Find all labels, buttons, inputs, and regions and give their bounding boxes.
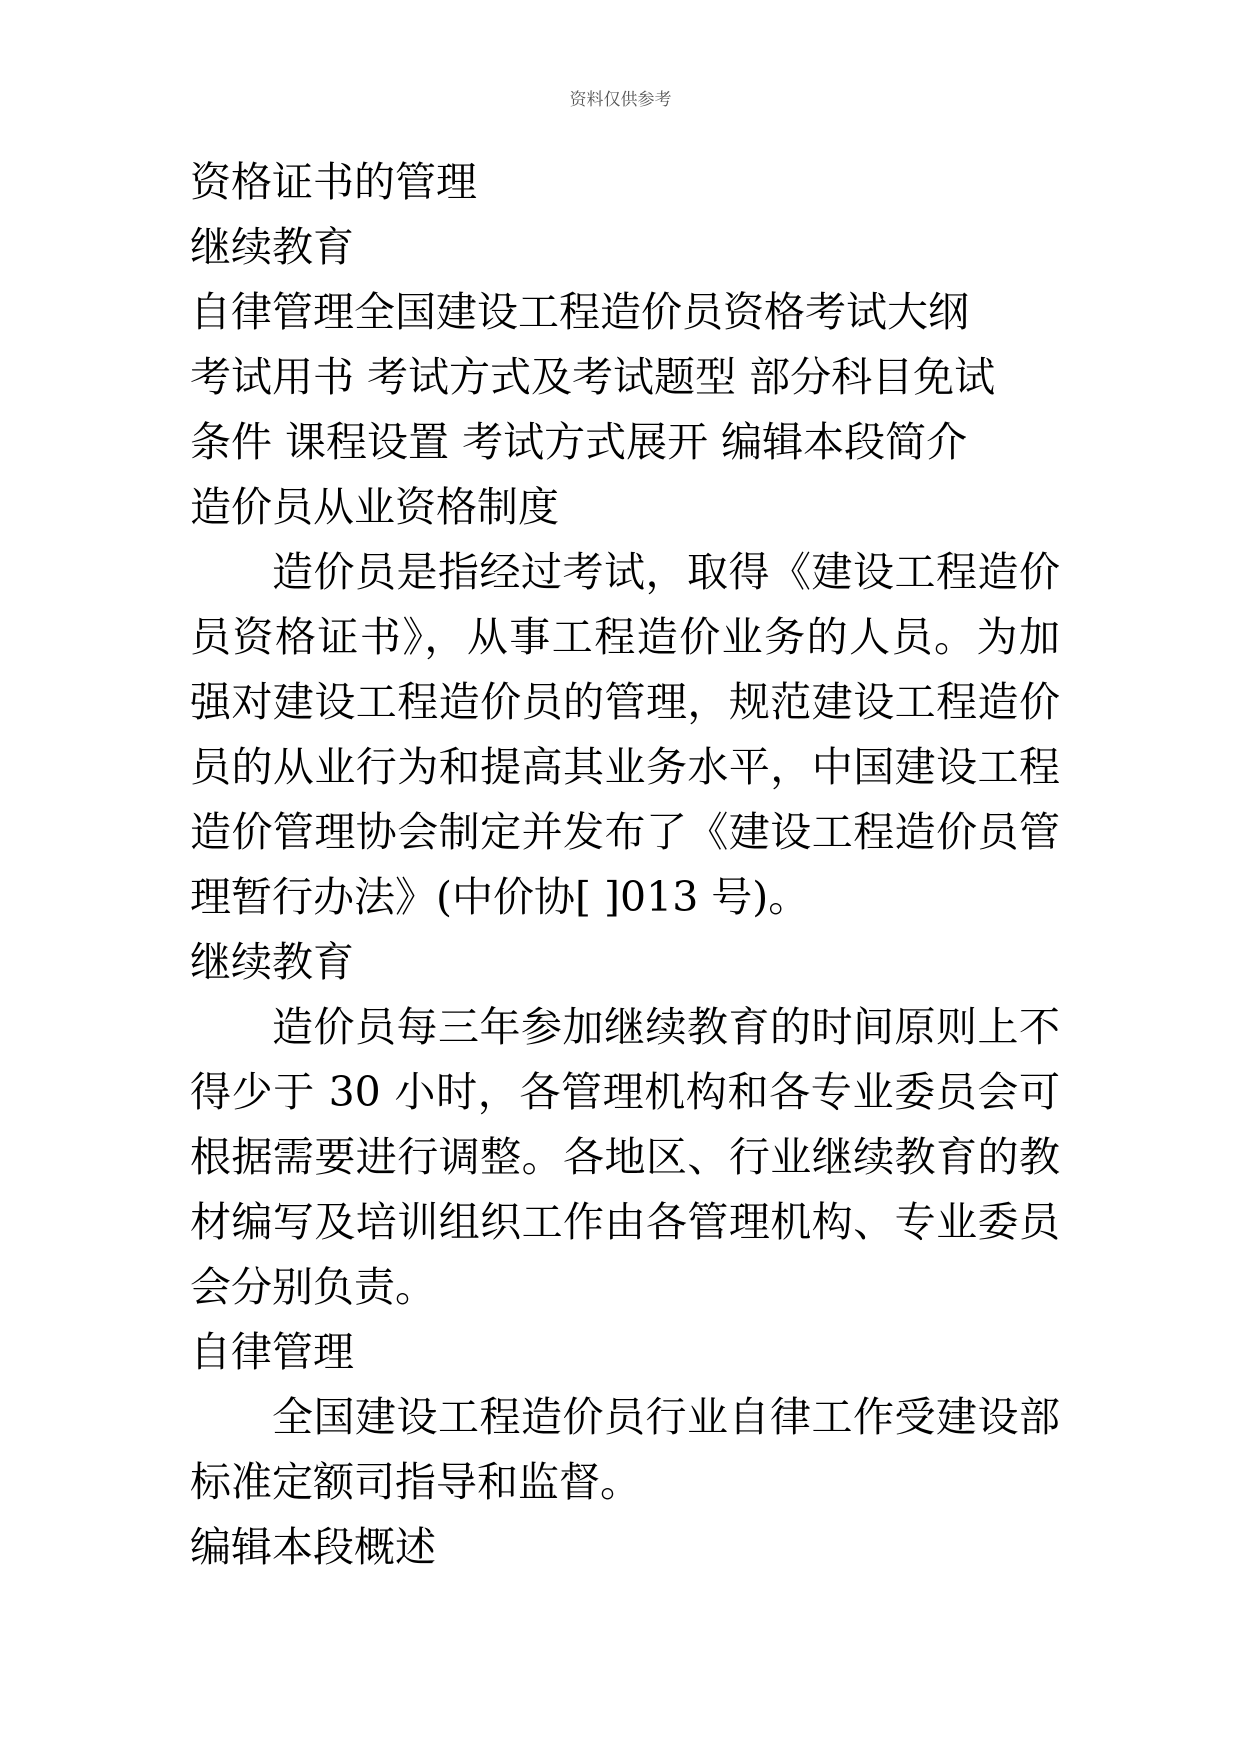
page-header-note: 资料仅供参考 xyxy=(569,90,672,110)
section-paragraph-continuing-education: 造价员每三年参加继续教育的时间原则上不得少于 30 小时，各管理机构和各专业委员会可根据需要进行调整。各地区、行业继续教育的教材编写及培训组织工作由各管理机构、专业委员会分别负责。 xyxy=(190,1003,1060,1311)
section-heading-overview: 编辑本段概述 xyxy=(190,1523,436,1571)
toc-line-4: 考试用书 考试方式及考试题型 部分科目免试 xyxy=(190,353,996,401)
section-paragraph-system: 造价员是指经过考试，取得《建设工程造价员资格证书》，从事工程造价业务的人员。为加强对建设工程造价员的管理，规范建设工程造价员的从业行为和提高其业务水平，中国建设工程造价管理协会制定并发布了《建设工程造价员管理暂行办法》(中价协[ ]013 号)。 xyxy=(190,548,1060,921)
section-heading-continuing-education: 继续教育 xyxy=(190,938,354,986)
section-heading-system: 造价员从业资格制度 xyxy=(190,483,559,531)
toc-line-3: 自律管理全国建设工程造价员资格考试大纲 xyxy=(190,288,969,336)
section-heading-self-regulation: 自律管理 xyxy=(190,1328,354,1376)
toc-line-5: 条件 课程设置 考试方式展开 编辑本段简介 xyxy=(190,418,968,466)
document-body xyxy=(190,150,1060,1580)
toc-line-2: 继续教育 xyxy=(190,223,354,271)
section-paragraph-self-regulation: 全国建设工程造价员行业自律工作受建设部标准定额司指导和监督。 xyxy=(190,1393,1060,1506)
toc-line-1: 资格证书的管理 xyxy=(190,158,477,206)
